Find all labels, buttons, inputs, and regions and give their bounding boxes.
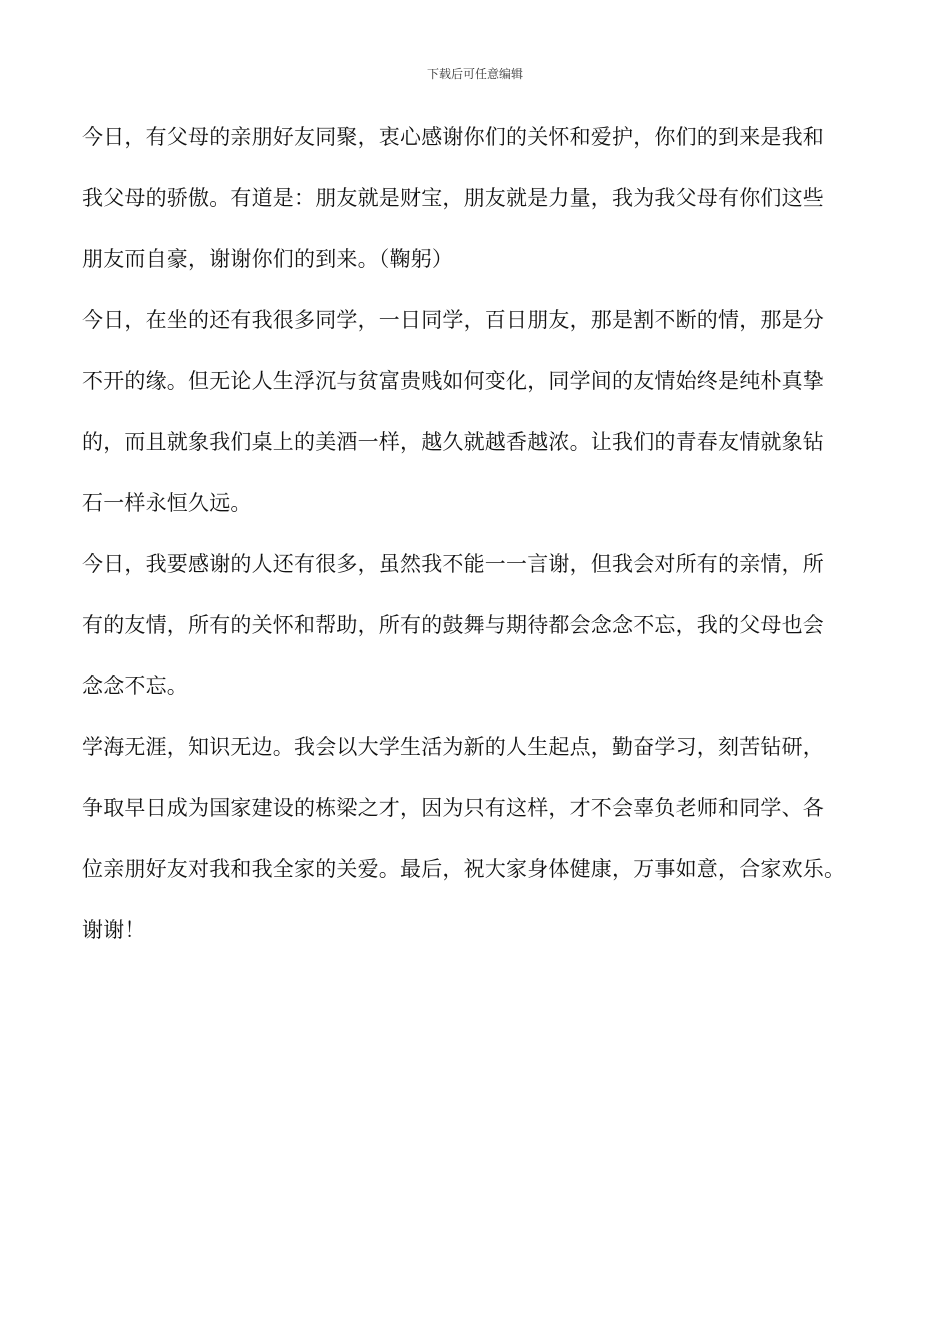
text-line: 石一样永恒久远。 [82,491,252,515]
text-line: 念念不忘。 [82,674,188,698]
text-line: 争取早日成为国家建设的栋梁之才，因为只有这样，才不会辜负老师和同学、各 [82,796,824,820]
text-line: 有的友情，所有的关怀和帮助，所有的鼓舞与期待都会念念不忘，我的父母也会 [82,613,824,637]
text-line: 朋友而自豪，谢谢你们的到来。（鞠躬） [82,247,454,271]
text-line: 位亲朋好友对我和我全家的关爱。最后，祝大家身体健康，万事如意，合家欢乐。 [82,857,846,881]
text-line: 学海无涯，知识无边。我会以大学生活为新的人生起点，勤奋学习，刻苦钻研， [82,735,824,759]
text-line: 我父母的骄傲。有道是：朋友就是财宝，朋友就是力量，我为我父母有你们这些 [82,186,824,210]
text-line: 的，而且就象我们桌上的美酒一样，越久就越香越浓。让我们的青春友情就象钻 [82,430,824,454]
text-line: 今日，我要感谢的人还有很多，虽然我不能一一言谢，但我会对所有的亲情，所 [82,552,824,576]
text-line: 今日，在坐的还有我很多同学，一日同学，百日朋友，那是割不断的情，那是分 [82,308,824,332]
document-body [82,120,882,974]
text-line: 不开的缘。但无论人生浮沉与贫富贵贱如何变化，同学间的友情始终是纯朴真挚 [82,369,824,393]
text-line: 今日，有父母的亲朋好友同聚，衷心感谢你们的关怀和爱护，你们的到来是我和 [82,125,824,149]
text-line: 谢谢！ [82,918,146,942]
page-header: 下载后可任意编辑 [426,67,523,81]
